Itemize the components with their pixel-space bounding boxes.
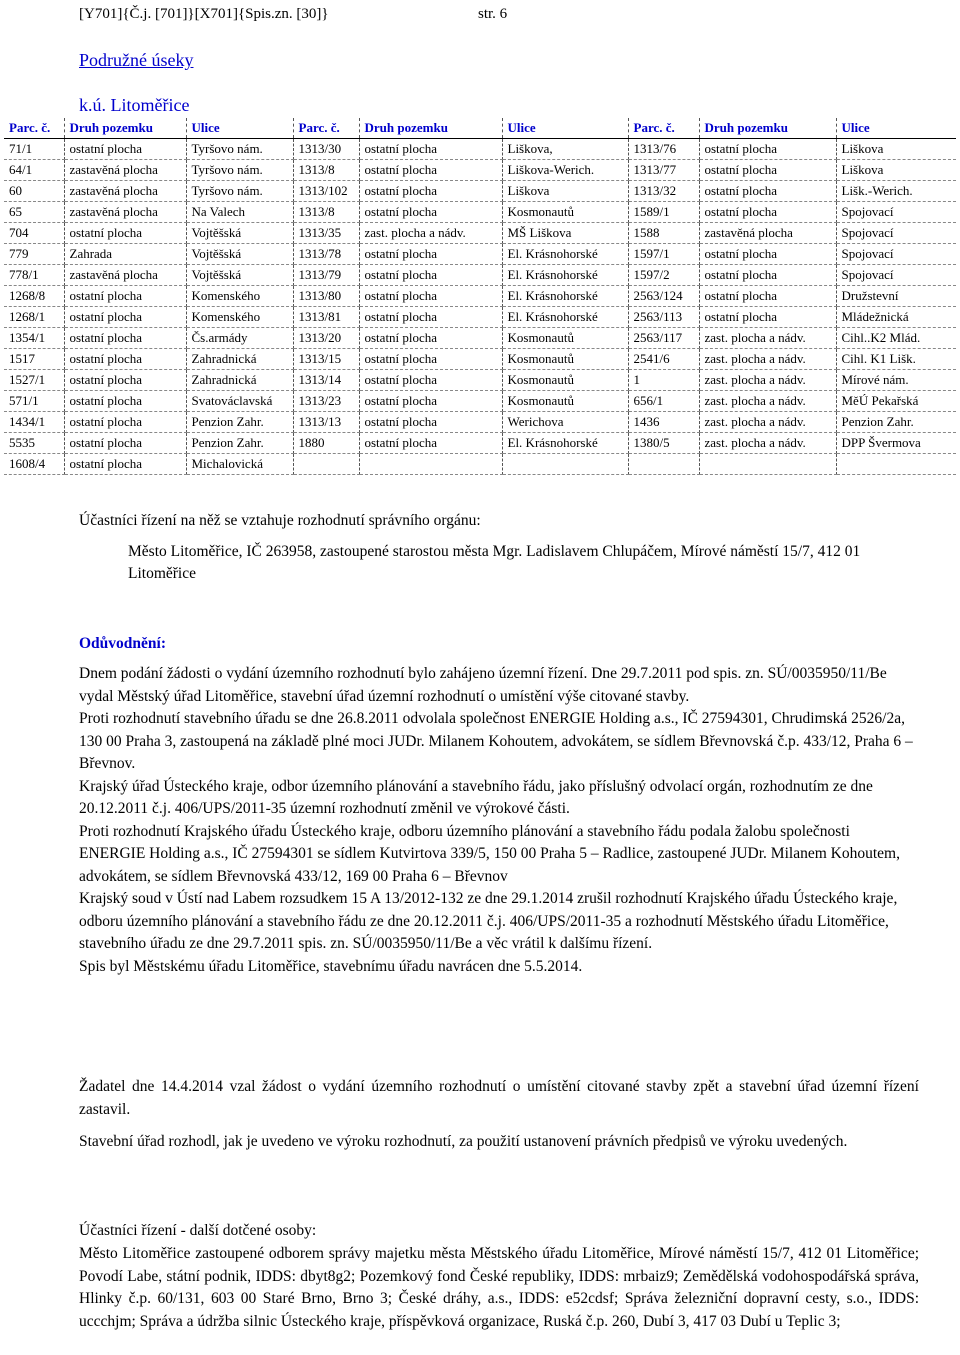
- table-cell: 1354/1: [4, 328, 64, 349]
- table-cell: 65: [4, 202, 64, 223]
- table-cell: [293, 454, 359, 475]
- table-cell: 1313/35: [293, 223, 359, 244]
- column-header: Ulice: [502, 118, 628, 139]
- table-cell: Penzion Zahr.: [836, 412, 956, 433]
- table-cell: ostatní plocha: [359, 391, 502, 412]
- table-cell: zastavěná plocha: [64, 265, 186, 286]
- section-title: Podružné úseky: [79, 50, 194, 70]
- table-cell: 1313/20: [293, 328, 359, 349]
- table-cell: MŠ Liškova: [502, 223, 628, 244]
- table-cell: ostatní plocha: [699, 160, 836, 181]
- table-cell: Tyršovo nám.: [186, 160, 293, 181]
- table-cell: [836, 454, 956, 475]
- table-cell: 1380/5: [628, 433, 699, 454]
- column-header: Druh pozemku: [64, 118, 186, 139]
- table-cell: [699, 454, 836, 475]
- table-cell: 571/1: [4, 391, 64, 412]
- table-cell: El. Krásnohorské: [502, 265, 628, 286]
- table-cell: ostatní plocha: [359, 349, 502, 370]
- cadastre-title: k.ú. Litoměřice: [79, 95, 190, 115]
- table-cell: Mládežnická: [836, 307, 956, 328]
- table-cell: 1313/79: [293, 265, 359, 286]
- table-cell: Mírové nám.: [836, 370, 956, 391]
- table-row: [4, 286, 956, 307]
- table-row: [4, 181, 956, 202]
- table-cell: Tyršovo nám.: [186, 139, 293, 160]
- table-cell: zastavěná plocha: [64, 160, 186, 181]
- table-cell: ostatní plocha: [699, 202, 836, 223]
- column-header: Parc. č.: [4, 118, 64, 139]
- table-cell: 778/1: [4, 265, 64, 286]
- table-cell: zast. plocha a nádv.: [699, 349, 836, 370]
- table-cell: 1313/81: [293, 307, 359, 328]
- table-cell: Svatováclavská: [186, 391, 293, 412]
- table-cell: El. Krásnohorské: [502, 307, 628, 328]
- table-cell: 1313/13: [293, 412, 359, 433]
- table-cell: 1434/1: [4, 412, 64, 433]
- table-cell: 1313/14: [293, 370, 359, 391]
- table-cell: ostatní plocha: [64, 412, 186, 433]
- table-cell: Penzion Zahr.: [186, 433, 293, 454]
- table-cell: DPP Švermova: [836, 433, 956, 454]
- table-row: [4, 265, 956, 286]
- table-row: [4, 412, 956, 433]
- table-cell: Komenského: [186, 286, 293, 307]
- table-cell: Michalovická: [186, 454, 293, 475]
- table-cell: Cihl..K2 Mlád.: [836, 328, 956, 349]
- justification-paragraph: Proti rozhodnutí Krajského úřadu Ústeckého kraje, odboru územního plánování a stavebního řádu podala žalobu společnosti ENERGIE Holding a.s., IČ 27594301 se sídlem Kutvirtova 339/5, 150 00 Praha 5 – Radlice, zastoupené JUDr. Milanem Kohoutem, advokátem, se sídlem Břevnovská 433/12, 169 00 Praha 6 – Břevnov: [79, 822, 900, 885]
- table-cell: Spojovací: [836, 265, 956, 286]
- table-cell: 1436: [628, 412, 699, 433]
- table-cell: 2541/6: [628, 349, 699, 370]
- table-cell: 1608/4: [4, 454, 64, 475]
- table-cell: 1268/8: [4, 286, 64, 307]
- table-cell: 1313/32: [628, 181, 699, 202]
- table-cell: ostatní plocha: [359, 307, 502, 328]
- table-cell: Kosmonautů: [502, 328, 628, 349]
- table-cell: zastavěná plocha: [64, 181, 186, 202]
- parcel-table: [4, 118, 956, 475]
- justification-paragraph: Dnem podání žádosti o vydání územního rozhodnutí bylo zahájeno územní řízení. Dne 29.7.2011 pod spis. zn. SÚ/0035950/11/Be vydal Městský úřad Litoměřice, stavební úřad územní rozhodnutí o umístění výše citované stavby.: [79, 665, 887, 705]
- table-cell: ostatní plocha: [64, 286, 186, 307]
- table-cell: 2563/113: [628, 307, 699, 328]
- table-cell: ostatní plocha: [64, 307, 186, 328]
- table-row: [4, 139, 956, 160]
- table-cell: ostatní plocha: [699, 307, 836, 328]
- table-row: [4, 202, 956, 223]
- table-cell: ostatní plocha: [359, 139, 502, 160]
- table-cell: Družstevní: [836, 286, 956, 307]
- table-row: [4, 223, 956, 244]
- table-cell: Spojovací: [836, 202, 956, 223]
- justification-body: [79, 663, 919, 978]
- table-cell: ostatní plocha: [64, 370, 186, 391]
- document-reference: [Y701]{Č.j. [701]}[X701]{Spis.zn. [30]}: [79, 6, 329, 22]
- table-cell: ostatní plocha: [64, 391, 186, 412]
- table-cell: 1313/76: [628, 139, 699, 160]
- table-cell: 2563/117: [628, 328, 699, 349]
- table-cell: 1588: [628, 223, 699, 244]
- table-row: [4, 307, 956, 328]
- column-header: Druh pozemku: [359, 118, 502, 139]
- table-row: [4, 244, 956, 265]
- table-cell: Vojtěšská: [186, 265, 293, 286]
- table-cell: Spojovací: [836, 244, 956, 265]
- table-cell: [628, 454, 699, 475]
- table-cell: Werichova: [502, 412, 628, 433]
- table-cell: El. Krásnohorské: [502, 286, 628, 307]
- table-cell: Zahrada: [64, 244, 186, 265]
- table-cell: Kosmonautů: [502, 202, 628, 223]
- table-cell: 1589/1: [628, 202, 699, 223]
- table-cell: El. Krásnohorské: [502, 433, 628, 454]
- table-cell: zast. plocha a nádv.: [699, 412, 836, 433]
- table-cell: 1880: [293, 433, 359, 454]
- table-cell: El. Krásnohorské: [502, 244, 628, 265]
- table-cell: ostatní plocha: [699, 139, 836, 160]
- office-paragraph: Stavební úřad rozhodl, jak je uvedeno ve výroku rozhodnutí, za použití ustanovení právních předpisů ve výroku uvedených.: [79, 1133, 848, 1150]
- participants-text: Město Litoměřice, IČ 263958, zastoupené starostou města Mgr. Ladislavem Chlupáčem, Mírové náměstí 15/7, 412 01 Litoměřice: [128, 543, 861, 582]
- table-cell: ostatní plocha: [359, 433, 502, 454]
- table-cell: ostatní plocha: [359, 202, 502, 223]
- table-cell: zast. plocha a nádv.: [699, 370, 836, 391]
- column-header: Ulice: [186, 118, 293, 139]
- applicant-paragraph: Žadatel dne 14.4.2014 vzal žádost o vydání územního rozhodnutí o umístění citované stavby zpět a stavební úřad územní řízení zastavil.: [79, 1078, 919, 1118]
- table-cell: 1597/1: [628, 244, 699, 265]
- table-cell: ostatní plocha: [64, 454, 186, 475]
- table-cell: 1597/2: [628, 265, 699, 286]
- table-cell: ostatní plocha: [64, 328, 186, 349]
- table-cell: ostatní plocha: [359, 370, 502, 391]
- table-cell: Kosmonautů: [502, 370, 628, 391]
- table-cell: ostatní plocha: [64, 223, 186, 244]
- table-row: [4, 391, 956, 412]
- participants-heading: Účastníci řízení na něž se vztahuje rozhodnutí správního orgánu:: [79, 512, 481, 529]
- table-cell: Tyršovo nám.: [186, 181, 293, 202]
- table-cell: 1268/1: [4, 307, 64, 328]
- table-cell: ostatní plocha: [359, 328, 502, 349]
- table-cell: 71/1: [4, 139, 64, 160]
- table-cell: ostatní plocha: [359, 181, 502, 202]
- table-cell: Kosmonautů: [502, 391, 628, 412]
- table-cell: Čs.armády: [186, 328, 293, 349]
- table-cell: ostatní plocha: [359, 244, 502, 265]
- table-cell: Na Valech: [186, 202, 293, 223]
- table-cell: 1313/102: [293, 181, 359, 202]
- table-row: [4, 454, 956, 475]
- table-cell: zast. plocha a nádv.: [699, 433, 836, 454]
- table-cell: ostatní plocha: [359, 160, 502, 181]
- table-cell: ostatní plocha: [699, 181, 836, 202]
- table-cell: ostatní plocha: [359, 286, 502, 307]
- justification-heading: Odůvodnění:: [79, 635, 167, 652]
- column-header: Parc. č.: [628, 118, 699, 139]
- table-cell: 1313/23: [293, 391, 359, 412]
- table-cell: ostatní plocha: [699, 286, 836, 307]
- table-cell: Kosmonautů: [502, 349, 628, 370]
- table-cell: zast. plocha a nádv.: [699, 328, 836, 349]
- table-cell: Zahradnická: [186, 349, 293, 370]
- column-header: Ulice: [836, 118, 956, 139]
- table-cell: ostatní plocha: [64, 349, 186, 370]
- table-cell: Liškova: [836, 139, 956, 160]
- table-cell: ostatní plocha: [64, 433, 186, 454]
- table-cell: Cihl. K1 Lišk.: [836, 349, 956, 370]
- table-cell: 64/1: [4, 160, 64, 181]
- table-cell: 1313/80: [293, 286, 359, 307]
- table-body: [4, 139, 956, 475]
- table-cell: Penzion Zahr.: [186, 412, 293, 433]
- table-cell: ostatní plocha: [699, 244, 836, 265]
- table-cell: [502, 454, 628, 475]
- table-header-row: [4, 118, 956, 139]
- table-cell: Zahradnická: [186, 370, 293, 391]
- table-cell: 1313/8: [293, 202, 359, 223]
- table-cell: 656/1: [628, 391, 699, 412]
- other-participants-heading: Účastníci řízení - další dotčené osoby:: [79, 1222, 317, 1239]
- table-cell: MěÚ Pekařská: [836, 391, 956, 412]
- table-row: [4, 433, 956, 454]
- table-cell: 1313/78: [293, 244, 359, 265]
- table-row: [4, 370, 956, 391]
- table-cell: ostatní plocha: [359, 412, 502, 433]
- page-header: [79, 6, 508, 23]
- table-cell: Vojtěšská: [186, 223, 293, 244]
- table-cell: 1313/15: [293, 349, 359, 370]
- table-cell: Komenského: [186, 307, 293, 328]
- table-cell: 1517: [4, 349, 64, 370]
- table-cell: Liškova: [502, 181, 628, 202]
- other-participants-text: Město Litoměřice zastoupené odborem správy majetku města Městského úřadu Litoměřice, Mírové náměstí 15/7, 412 01 Litoměřice; Povodí Labe, státní podnik, IDDS: dbyt8g2; Pozemkový fond České republiky, IDDS: mrbaiz9; Zemědělská vodohospodářská správa, Hlinky č.p. 60/131, 603 00 Staré Brno, Brno 3; České dráhy, a.s., IDDS: e52cdsf; Správa železniční dopravní cesty, s.o., IDDS: uccchjm; Správa a údržba silnic Ústeckého kraje, příspěvková organizace, Ruská č.p. 260, Dubí 3, 417 03 Dubí u Teplic 3;: [79, 1245, 919, 1330]
- page-number: str. 6: [478, 6, 508, 22]
- justification-paragraph: Spis byl Městskému úřadu Litoměřice, stavebnímu úřadu navrácen dne 5.5.2014.: [79, 957, 583, 975]
- table-cell: zastavěná plocha: [699, 223, 836, 244]
- table-row: [4, 328, 956, 349]
- table-cell: 2563/124: [628, 286, 699, 307]
- table-row: [4, 160, 956, 181]
- table-cell: 60: [4, 181, 64, 202]
- table-cell: Liškova,: [502, 139, 628, 160]
- table-cell: 704: [4, 223, 64, 244]
- table-cell: 779: [4, 244, 64, 265]
- table-row: [4, 349, 956, 370]
- table-cell: zast. plocha a nádv.: [359, 223, 502, 244]
- table-cell: 5535: [4, 433, 64, 454]
- column-header: Druh pozemku: [699, 118, 836, 139]
- justification-paragraph: Proti rozhodnutí stavebního úřadu se dne 26.8.2011 odvolala společnost ENERGIE Holding a.s., IČ 27594301, Chrudimská 2526/2a, 130 00 Praha 3, zastoupená na základě plné moci JUDr. Milanem Kohoutem, advokátem, se sídlem Břevnovská č.p. 433/12, Praha 6 – Břevnov.: [79, 710, 913, 772]
- table-cell: ostatní plocha: [64, 139, 186, 160]
- table-cell: Lišk.-Werich.: [836, 181, 956, 202]
- table-cell: [359, 454, 502, 475]
- table-cell: Spojovací: [836, 223, 956, 244]
- table-cell: Liškova-Werich.: [502, 160, 628, 181]
- table-cell: 1: [628, 370, 699, 391]
- table-cell: ostatní plocha: [359, 265, 502, 286]
- table-cell: 1527/1: [4, 370, 64, 391]
- justification-paragraph: Krajský úřad Ústeckého kraje, odbor územního plánování a stavebního řádu, jako příslušný odvolací orgán, rozhodnutím ze dne 20.12.2011 č.j. 406/UPS/2011-35 územní rozhodnutí změnil ve výrokové části.: [79, 777, 873, 817]
- table-cell: 1313/8: [293, 160, 359, 181]
- table-cell: zastavěná plocha: [64, 202, 186, 223]
- table-cell: ostatní plocha: [699, 265, 836, 286]
- table-cell: Liškova: [836, 160, 956, 181]
- column-header: Parc. č.: [293, 118, 359, 139]
- table-cell: 1313/30: [293, 139, 359, 160]
- table-cell: zast. plocha a nádv.: [699, 391, 836, 412]
- justification-paragraph: Krajský soud v Ústí nad Labem rozsudkem 15 A 13/2012-132 ze dne 29.1.2014 zrušil rozhodnutí Krajského úřadu Ústeckého kraje, odboru územního plánování a stavebního řádu ze dne 20.12.2011 č.j. 406/UPS/2011-35 a rozhodnutí Městského úřadu Litoměřice, stavebního úřadu ze dne 29.7.2011 spis. zn. SÚ/0035950/11/Be a věc vrátil k dalšímu řízení.: [79, 890, 898, 952]
- table-cell: Vojtěšská: [186, 244, 293, 265]
- table-cell: 1313/77: [628, 160, 699, 181]
